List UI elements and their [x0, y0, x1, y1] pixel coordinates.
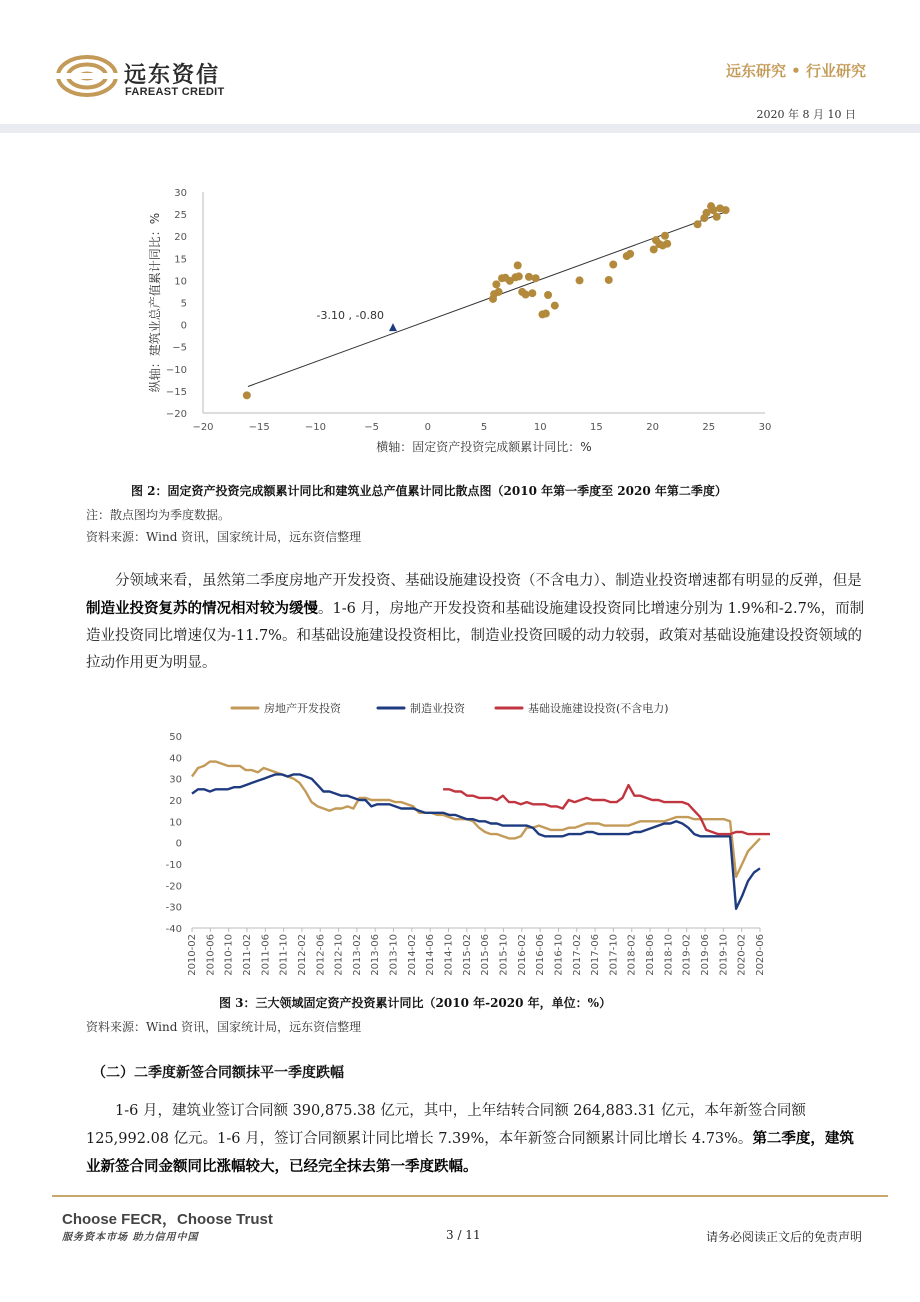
- line-y-tick-label: -40: [165, 924, 182, 935]
- scatter-point: [722, 206, 730, 214]
- figure2-note: 注：散点图均为季度数据。: [86, 508, 231, 522]
- line-y-tick-label: 40: [169, 753, 182, 765]
- scatter-annotation-label: -3.10 , -0.80: [316, 309, 384, 323]
- scatter-y-tick-label: −10: [165, 364, 187, 376]
- line-y-tick-label: -30: [165, 902, 182, 914]
- line-x-tick-label: 2018-02: [626, 934, 638, 976]
- line-x-tick-label: 2015-06: [480, 934, 492, 976]
- scatter-point: [515, 272, 523, 280]
- line-x-tick-label: 2014-06: [425, 934, 437, 976]
- scatter-point: [495, 288, 503, 296]
- section-title: （二）二季度新签合同额抹平一季度跌幅: [92, 1065, 344, 1081]
- legend-label: 制造业投资: [410, 702, 465, 715]
- scatter-x-tick-label: 10: [533, 422, 547, 433]
- line-y-tick-label: 0: [175, 838, 182, 850]
- scatter-x-tick-label: −5: [364, 422, 379, 433]
- paragraph1-emphasis: 制造业投资复苏的情况相对较为缓慢: [86, 600, 318, 617]
- line-x-tick-label: 2013-06: [370, 934, 382, 976]
- scatter-point: [243, 391, 251, 399]
- line-x-tick-label: 2012-06: [315, 934, 327, 976]
- report-category: 远东研究 • 行业研究: [725, 62, 866, 80]
- paragraph2-text: 1-6 月，建筑业签订合同额 390,875.38 亿元，其中，上年结转合同额 264,883.31 亿元，本年新签合同额 125,992.08 亿元。1-6 月，签订合同额累计同比增长 7.39%，本年新签合同额累计同比增长 4.73%。: [86, 1103, 806, 1147]
- scatter-point: [661, 232, 669, 240]
- scatter-x-axis-label: 横轴：固定资产投资完成额累计同比：%: [376, 440, 592, 454]
- paragraph2-emphasis: 第二季度，建筑业新签合同金额同比涨幅较大，已经完全抹去第一季度跌幅。: [86, 1130, 854, 1175]
- scatter-x-tick-label: 5: [480, 422, 488, 433]
- scatter-x-tick-label: 25: [702, 422, 716, 433]
- scatter-highlight-marker: [389, 323, 397, 331]
- footer-divider: [52, 1195, 888, 1197]
- scatter-y-tick-label: 0: [180, 320, 187, 332]
- report-date: 2020 年 8 月 10 日: [756, 108, 856, 121]
- scatter-y-tick-label: 30: [174, 188, 187, 199]
- line-x-tick-label: 2012-02: [296, 934, 308, 976]
- line-x-tick-label: 2011-06: [260, 934, 272, 976]
- paragraph-sector-analysis: [86, 568, 868, 677]
- scatter-point: [492, 280, 500, 288]
- scatter-x-tick-label: −20: [192, 422, 214, 433]
- line-x-tick-label: 2013-02: [351, 934, 363, 976]
- scatter-x-tick-label: 0: [424, 422, 431, 433]
- scatter-x-tick-label: −15: [248, 422, 270, 433]
- scatter-point: [528, 289, 536, 297]
- line-x-tick-label: 2010-06: [205, 934, 217, 976]
- logo-english-name: FAREAST CREDIT: [125, 86, 225, 98]
- line-x-tick-label: 2017-06: [590, 934, 602, 976]
- figure2-caption: 图 2：固定资产投资完成额累计同比和建筑业总产值累计同比散点图（2010 年第一季度至 2020 年第二季度）: [131, 484, 727, 498]
- page-number: 3 / 11: [446, 1228, 481, 1242]
- scatter-y-tick-label: 20: [174, 232, 187, 244]
- scatter-x-tick-label: 15: [590, 422, 603, 433]
- line-series-3: [443, 785, 770, 907]
- scatter-point: [551, 302, 559, 310]
- footer-slogan: Choose FECR，Choose Trust: [62, 1211, 273, 1228]
- line-x-tick-label: 2016-02: [516, 934, 528, 976]
- line-series-2: [192, 774, 760, 908]
- scatter-point: [525, 273, 533, 281]
- disclaimer-notice: 请务必阅读正文后的免责声明: [705, 1230, 862, 1244]
- line-x-tick-label: 2017-10: [608, 934, 620, 976]
- line-y-tick-label: 50: [169, 732, 182, 743]
- scatter-point: [514, 261, 522, 269]
- paragraph-contracts: [86, 1098, 868, 1181]
- figure3-source: 资料来源：Wind 资讯，国家统计局，远东资信整理: [86, 1020, 362, 1034]
- scatter-x-tick-label: 30: [758, 422, 772, 433]
- scatter-point: [663, 240, 671, 248]
- line-chart: [150, 692, 770, 982]
- scatter-point: [694, 220, 702, 228]
- scatter-point: [532, 274, 540, 282]
- line-y-tick-label: -20: [165, 881, 182, 893]
- scatter-x-tick-label: −10: [304, 422, 326, 433]
- scatter-y-axis-label: 纵轴：建筑业总产值累计同比：%: [148, 212, 162, 393]
- header-divider: [0, 124, 920, 133]
- scatter-point: [713, 213, 721, 221]
- scatter-y-tick-label: 15: [174, 254, 187, 266]
- line-x-tick-label: 2018-06: [645, 934, 657, 976]
- scatter-chart: [140, 180, 800, 460]
- logo-chinese-name: 远东资信: [124, 63, 221, 88]
- scatter-point: [576, 276, 584, 284]
- line-x-tick-label: 2015-10: [498, 934, 510, 976]
- paragraph1-text-a: 分领域来看，虽然第二季度房地产开发投资、基础设施建设投资（不含电力）、制造业投资增速都有明显的反弹，但是: [115, 573, 862, 589]
- line-y-tick-label: 10: [169, 817, 182, 829]
- fareast-logo-icon: [56, 54, 118, 98]
- line-x-tick-label: 2016-06: [535, 934, 547, 976]
- line-x-tick-label: 2011-02: [241, 934, 253, 976]
- scatter-y-tick-label: 10: [174, 276, 187, 288]
- line-y-tick-label: 20: [169, 796, 182, 807]
- line-x-tick-label: 2020-02: [736, 934, 748, 976]
- line-x-tick-label: 2012-10: [333, 934, 345, 976]
- line-x-tick-label: 2016-10: [553, 934, 565, 976]
- legend-label: 基础设施建设投资(不含电力): [528, 702, 669, 715]
- figure3-caption: 图 3：三大领域固定资产投资累计同比（2010 年-2020 年，单位：%）: [219, 996, 612, 1010]
- scatter-y-tick-label: −15: [165, 386, 187, 398]
- scatter-x-tick-label: 20: [646, 422, 659, 433]
- line-x-tick-label: 2011-10: [278, 934, 290, 976]
- line-x-tick-label: 2019-02: [681, 934, 693, 976]
- scatter-y-tick-label: 5: [180, 298, 187, 310]
- line-x-tick-label: 2015-02: [461, 934, 473, 976]
- line-x-tick-label: 2019-10: [718, 934, 730, 976]
- scatter-point: [522, 291, 530, 299]
- legend-label: 房地产开发投资: [264, 702, 341, 715]
- scatter-y-tick-label: −20: [165, 409, 187, 420]
- line-y-tick-label: 30: [169, 774, 182, 786]
- scatter-point: [626, 250, 634, 258]
- footer-subslogan: 服务资本市场 助力信用中国: [62, 1232, 199, 1243]
- line-x-tick-label: 2010-02: [187, 934, 198, 976]
- line-x-tick-label: 2014-10: [443, 934, 455, 976]
- scatter-point: [609, 260, 617, 268]
- scatter-y-tick-label: −5: [172, 342, 187, 354]
- paragraph1-text-b: 。1-6 月，房地产开发投资和基础设施建设投资同比增速分别为 1.9%和-2.7%，而制造业投资同比增速仅为-11.7%。和基础设施建设投资相比，制造业投资回暖的动力较弱，政策对基础设施建设投资领域的拉动作用更为明显。: [86, 601, 865, 671]
- line-x-tick-label: 2020-06: [755, 934, 766, 976]
- line-y-tick-label: -10: [165, 860, 182, 871]
- line-x-tick-label: 2017-02: [571, 934, 583, 976]
- scatter-point: [542, 310, 550, 318]
- line-x-tick-label: 2018-10: [663, 934, 675, 976]
- figure2-source: 资料来源：Wind 资讯，国家统计局，远东资信整理: [86, 530, 362, 544]
- line-x-tick-label: 2014-02: [406, 934, 418, 976]
- scatter-y-tick-label: 25: [174, 210, 187, 222]
- scatter-point: [605, 276, 613, 284]
- line-x-tick-label: 2010-10: [223, 934, 235, 976]
- line-x-tick-label: 2013-10: [388, 934, 400, 976]
- line-x-tick-label: 2019-06: [700, 934, 712, 976]
- scatter-point: [544, 291, 552, 299]
